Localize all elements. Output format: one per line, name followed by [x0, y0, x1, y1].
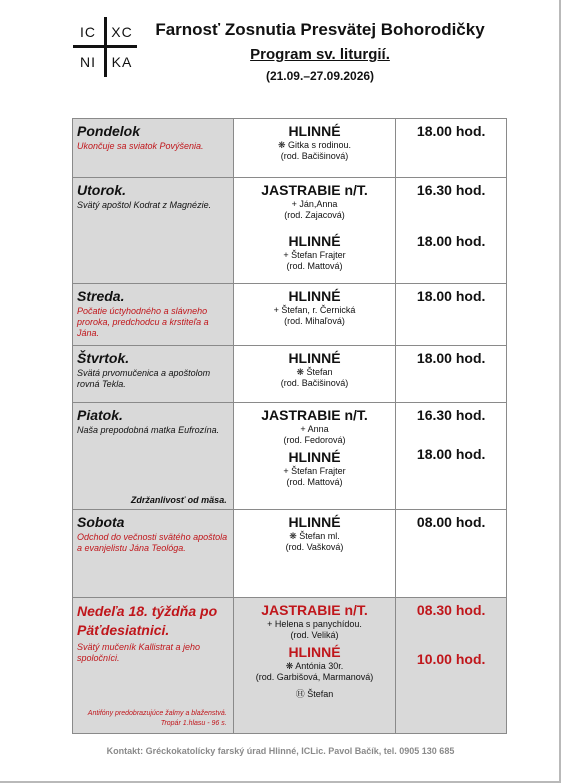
page-subtitle: Program sv. liturgií. — [250, 46, 390, 63]
table-row — [73, 403, 507, 510]
service-cell — [233, 178, 396, 284]
service-cell — [233, 510, 396, 598]
service-cell — [233, 346, 396, 403]
service-place: HLINNÉ — [288, 449, 341, 465]
table-row — [73, 119, 507, 178]
day-cell — [73, 598, 234, 734]
time-cell — [396, 510, 507, 598]
service-intent: ❋ Gitka s rodinou. — [277, 140, 352, 150]
table-row — [73, 178, 507, 284]
day-cell — [73, 403, 234, 510]
service-intent: ❋ Štefan ml. — [289, 531, 340, 541]
logo-letters-ni: NI — [80, 54, 96, 70]
service-intent: + Anna — [300, 424, 329, 434]
feast-label: Počatie úctyhodného a slávneho proroka, predchodcu a krstiteľa a Jána. — [77, 306, 209, 338]
service-place: JASTRABIE n/T. — [261, 407, 368, 423]
service-time: 18.00 hod. — [416, 350, 486, 366]
day-name: Štvrtok. — [77, 350, 130, 366]
service-cell — [233, 284, 396, 346]
header — [140, 20, 500, 83]
service-family: (rod. Mattová) — [286, 261, 343, 271]
service-cell — [233, 119, 396, 178]
logo-letters-xc: XC — [111, 24, 133, 40]
icxc-nika-cross-logo — [73, 17, 137, 105]
page-title: Farnosť Zosnutia Presvätej Bohorodičky — [155, 20, 485, 39]
table-row — [73, 510, 507, 598]
service-intent: ❋ Štefan — [296, 367, 333, 377]
service-place: HLINNÉ — [288, 514, 341, 530]
antiphons-note: Antifóny predobrazujúce žalmy a blaženstvá. Tropár 1.hlasu - 96 s. — [87, 710, 227, 727]
day-name: Utorok. — [77, 182, 126, 198]
service-time: 10.00 hod. — [416, 651, 486, 667]
extra-intent: Ⓗ Štefan — [295, 689, 334, 699]
service-intent: + Štefan Frajter — [283, 466, 346, 476]
service-family: (rod. Garbišová, Marmanová) — [255, 672, 374, 682]
day-cell — [73, 510, 234, 598]
service-place: HLINNÉ — [288, 644, 341, 660]
service-family: (rod. Fedorová) — [283, 435, 346, 445]
time-cell — [396, 284, 507, 346]
service-place: JASTRABIE n/T. — [261, 182, 368, 198]
service-time: 16.30 hod. — [416, 182, 486, 198]
service-family: (rod. Mihaľová) — [284, 316, 345, 326]
service-time: 16.30 hod. — [416, 407, 486, 423]
service-intent: + Helena s panychídou. — [267, 619, 362, 629]
service-family: (rod. Veliká) — [290, 630, 339, 640]
feast-label: Ukončuje sa sviatok Povýšenia. — [77, 141, 204, 151]
service-intent: + Ján,Anna — [291, 199, 338, 209]
service-time: 18.00 hod. — [416, 446, 486, 462]
service-time: 08.00 hod. — [416, 514, 486, 530]
liturgy-schedule-table — [72, 118, 507, 734]
fasting-note: Zdržanlivosť od mäsa. — [130, 495, 227, 505]
date-range: (21.09.–27.09.2026) — [265, 69, 375, 83]
service-intent: ❋ Antónia 30r. — [285, 661, 344, 671]
day-cell — [73, 119, 234, 178]
service-family: (rod. Mattová) — [286, 477, 343, 487]
feast-label: Svätá prvomučenica a apoštolom rovná Tekla. — [77, 368, 211, 389]
service-time: 08.30 hod. — [416, 602, 486, 618]
feast-label: Odchod do večnosti svätého apoštola a evanjelistu Jána Teológa. — [77, 532, 228, 553]
day-name: Streda. — [77, 288, 125, 304]
time-cell — [396, 178, 507, 284]
service-intent: + Štefan Frajter — [283, 250, 346, 260]
service-place: HLINNÉ — [288, 123, 341, 139]
service-family: (rod. Zajacová) — [284, 210, 345, 220]
table-row — [73, 284, 507, 346]
logo-letters-ka: KA — [111, 54, 133, 70]
logo-letters-ic: IC — [80, 24, 96, 40]
time-cell — [396, 119, 507, 178]
service-family: (rod. Bačišinová) — [280, 151, 349, 161]
service-cell — [233, 403, 396, 510]
day-cell — [73, 284, 234, 346]
time-cell — [396, 598, 507, 734]
service-place: HLINNÉ — [288, 233, 341, 249]
day-cell — [73, 178, 234, 284]
day-name: Sobota — [77, 514, 125, 530]
time-cell — [396, 346, 507, 403]
day-cell — [73, 346, 234, 403]
feast-label: Svätý apoštol Kodrat z Magnézie. — [77, 200, 212, 210]
service-place: JASTRABIE n/T. — [261, 602, 368, 618]
service-intent: + Štefan, r. Černická — [273, 305, 356, 315]
feast-label: Naša prepodobná matka Eufrozína. — [77, 425, 220, 435]
day-name: Nedeľa 18. týždňa po Päťdesiatnici. — [77, 603, 218, 638]
day-name: Piatok. — [77, 407, 123, 423]
service-place: HLINNÉ — [288, 350, 341, 366]
service-time: 18.00 hod. — [416, 288, 486, 304]
time-cell — [396, 403, 507, 510]
service-cell — [233, 598, 396, 734]
service-place: HLINNÉ — [288, 288, 341, 304]
service-family: (rod. Vašková) — [285, 542, 344, 552]
service-time: 18.00 hod. — [416, 123, 486, 139]
table-row — [73, 346, 507, 403]
day-name: Pondelok — [77, 123, 141, 139]
feast-label: Svätý mučeník Kallistrat a jeho spoločníci. — [77, 642, 201, 663]
service-time: 18.00 hod. — [416, 233, 486, 249]
table-row-sunday — [73, 598, 507, 734]
contact-footer: Kontakt: Gréckokatolícky farský úrad Hlinné, ICLic. Pavol Bačík, tel. 0905 130 685 — [106, 746, 455, 756]
service-family: (rod. Bačišinová) — [280, 378, 349, 388]
